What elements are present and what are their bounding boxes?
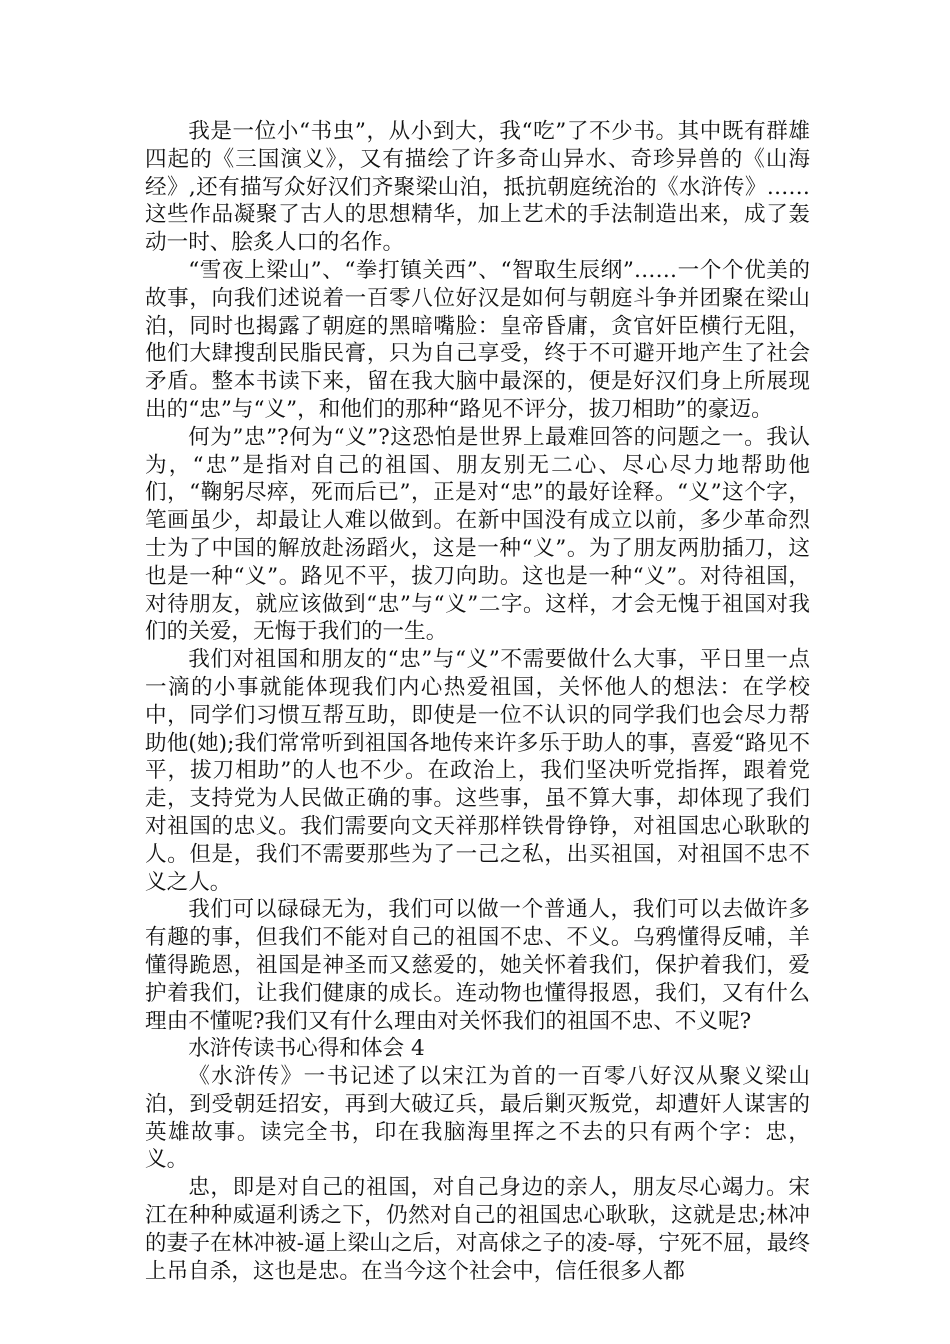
- body-paragraph: 《水浒传》一书记述了以宋江为首的一百零八好汉从聚义梁山泊，到受朝廷招安，再到大破辽兵，最后剿灭叛党，却遭奸人谋害的英雄故事。读完全书，印在我脑海里挥之不去的只有两个字：忠，义。: [145, 1064, 810, 1173]
- document-page: [145, 118, 810, 1285]
- section-heading: 水浒传读书心得和体会 4: [188, 1036, 425, 1062]
- body-paragraph: 我们可以碌碌无为，我们可以做一个普通人，我们可以去做许多有趣的事，但我们不能对自己的祖国不忠、不义。乌鸦懂得反哺，羊懂得跪恩，祖国是神圣而又慈爱的，她关怀着我们，保护着我们，爱护着我们，让我们健康的成长。连动物也懂得报恩，我们，又有什么理由不懂呢?我们又有什么理由对关怀我们的祖国不忠、不义呢?: [145, 897, 810, 1034]
- body-paragraph: 我是一位小“书虫”，从小到大，我“吃”了不少书。其中既有群雄四起的《三国演义》，又有描绘了许多奇山异水、奇珍异兽的《山海经》,还有描写众好汉们齐聚梁山泊，抵抗朝庭统治的《水浒传》……这些作品凝聚了古人的思想精华，加上艺术的手法制造出来，成了轰动一时、脍炙人口的名作。: [145, 119, 810, 256]
- body-paragraph: 我们对祖国和朋友的“忠”与“义”不需要做什么大事，平日里一点一滴的小事就能体现我们内心热爱祖国，关怀他人的想法：在学校中，同学们习惯互帮互助，即使是一位不认识的同学我们也会尽力帮助他(她);我们常常听到祖国各地传来许多乐于助人的事，喜爱“路见不平，拔刀相助”的人也不少。在政治上，我们坚决听党指挥，跟着党走，支持党为人民做正确的事。这些事，虽不算大事，却体现了我们对祖国的忠义。我们需要向文天祥那样铁骨铮铮，对祖国忠心耿耿的人。但是，我们不需要那些为了一己之私，出买祖国，对祖国不忠不义之人。: [145, 647, 810, 895]
- body-paragraph: 忠，即是对自己的祖国，对自己身边的亲人，朋友尽心竭力。宋江在种种威逼利诱之下，仍然对自己的祖国忠心耿耿，这就是忠;林冲的妻子在林冲被-逼上梁山之后，对高俅之子的凌-辱，宁死不屈，最终上吊自杀，这也是忠。在当今这个社会中，信任很多人都: [145, 1175, 810, 1284]
- body-paragraph: 何为”忠”?何为“义”?这恐怕是世界上最难回答的问题之一。我认为，“忠”是指对自己的祖国、朋友别无二心、尽心尽力地帮助他们，“鞠躬尽瘁，死而后已”，正是对“忠”的最好诠释。“义”这个字，笔画虽少，却最让人难以做到。在新中国没有成立以前，多少革命烈士为了中国的解放赴汤蹈火，这是一种“义”。为了朋友两肋插刀，这也是一种“义”。路见不平，拔刀向助。这也是一种“义”。对待祖国，对待朋友，就应该做到“忠”与“义”二字。这样，才会无愧于祖国对我们的关爱，无悔于我们的一生。: [145, 424, 810, 645]
- body-paragraph: “雪夜上梁山”、“拳打镇关西”、“智取生辰纲”……一个个优美的故事，向我们述说着一百零八位好汉是如何与朝庭斗争并团聚在梁山泊，同时也揭露了朝庭的黑暗嘴脸：皇帝昏庸，贪官奸臣横行无阻，他们大肆搜刮民脂民膏，只为自己享受，终于不可避开地产生了社会矛盾。整本书读下来，留在我大脑中最深的，便是好汉们身上所展现出的“忠”与“义”，和他们的那种“路见不评分，拔刀相助”的豪迈。: [145, 257, 810, 422]
